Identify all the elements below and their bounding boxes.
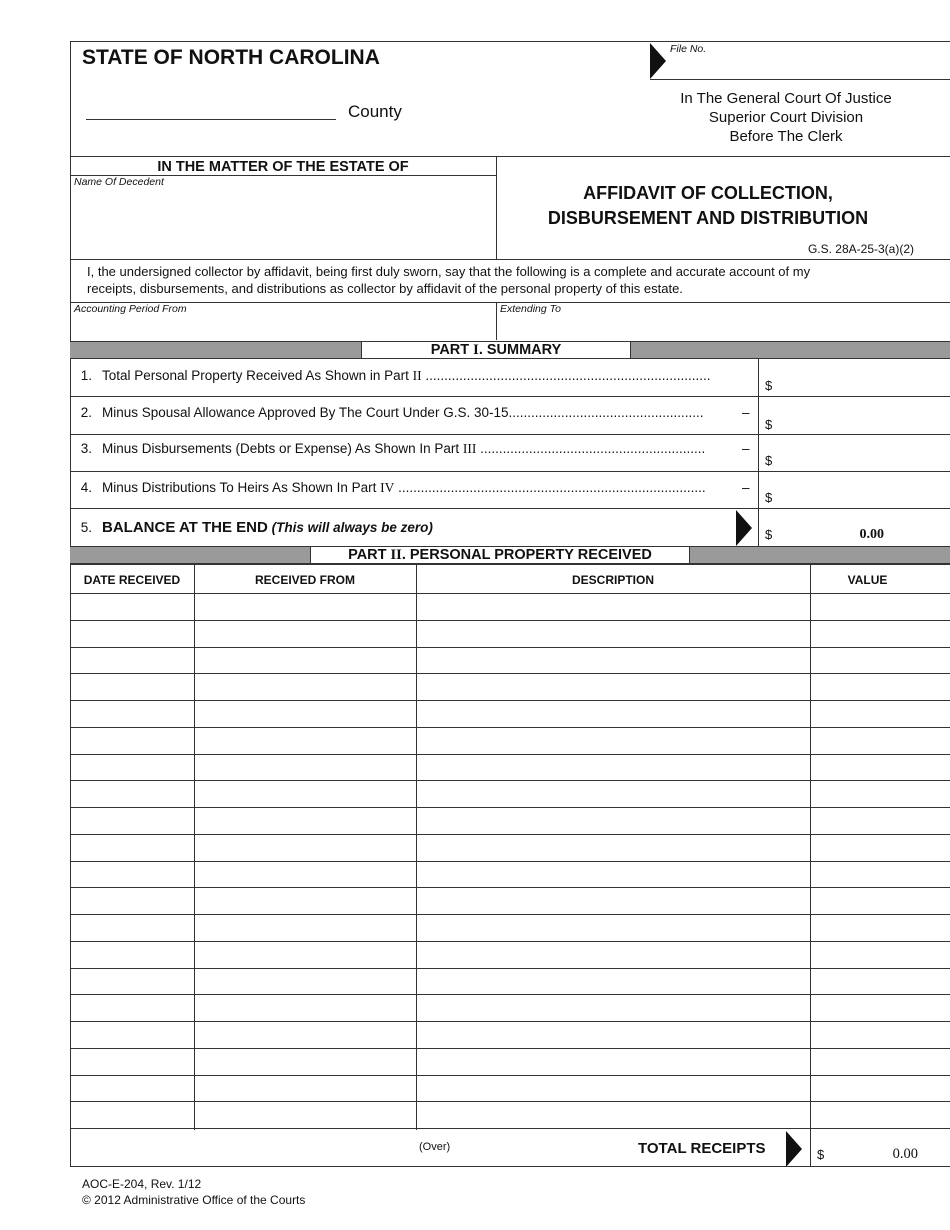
part1-title-post: . SUMMARY: [478, 342, 562, 358]
summary-row-2-dollar: $: [765, 417, 773, 432]
cell-received-from[interactable]: [195, 942, 416, 967]
summary-row-3-roman: III: [462, 441, 477, 456]
file-no-field[interactable]: [668, 56, 950, 78]
over-label: (Over): [419, 1141, 451, 1153]
cell-description[interactable]: [417, 888, 810, 913]
oath-line-2: receipts, disbursements, and distributions as collector by affidavit of the personal property of this estate.: [87, 281, 683, 296]
cell-date-received[interactable]: [71, 808, 194, 833]
summary-balance-row: [70, 519, 433, 536]
footer: [82, 1176, 305, 1208]
summary-row-4-text: Minus Distributions To Heirs As Shown In Part: [102, 480, 381, 495]
top-border: [70, 41, 950, 42]
summary-row-3-dots: ............................................................: [476, 441, 706, 456]
cell-received-from[interactable]: [195, 808, 416, 833]
court-line-1: In The General Court Of Justice: [680, 90, 892, 107]
summary-row-1: [70, 368, 710, 384]
summary-row-2: [70, 405, 704, 420]
summary-row-3: [70, 441, 705, 457]
cell-description[interactable]: [417, 942, 810, 967]
summary-balance-dollar: $: [765, 527, 773, 542]
cell-value[interactable]: [811, 835, 946, 860]
cell-received-from[interactable]: [195, 969, 416, 994]
cell-value[interactable]: [811, 888, 946, 913]
cell-received-from[interactable]: [195, 995, 416, 1020]
cell-received-from[interactable]: [195, 621, 416, 646]
cell-date-received[interactable]: [71, 888, 194, 913]
cell-value[interactable]: [811, 781, 946, 806]
cell-date-received[interactable]: [71, 648, 194, 673]
cell-value[interactable]: [811, 995, 946, 1020]
summary-row-4-amount[interactable]: [780, 484, 946, 506]
estate-top-border: [70, 156, 950, 157]
cell-value[interactable]: [811, 1076, 946, 1101]
cell-received-from[interactable]: [195, 701, 416, 726]
cell-date-received[interactable]: [71, 1076, 194, 1101]
cell-description[interactable]: [417, 1049, 810, 1074]
cell-date-received[interactable]: [71, 621, 194, 646]
cell-received-from[interactable]: [195, 1049, 416, 1074]
cell-description[interactable]: [417, 1022, 810, 1047]
summary-row-2-dots: ....................................................: [508, 405, 704, 420]
summary-row-4-minus: –: [742, 480, 750, 495]
cell-value[interactable]: [811, 808, 946, 833]
summary-balance-num: 5.: [80, 520, 92, 535]
table-row-line: [70, 1128, 950, 1129]
part2-title: [310, 546, 690, 564]
summary-row-4-dollar: $: [765, 490, 773, 505]
summary-row-4-roman: IV: [380, 480, 395, 495]
cell-value[interactable]: [811, 594, 946, 619]
decedent-name-field[interactable]: [74, 192, 492, 254]
state-title: STATE OF NORTH CAROLINA: [82, 46, 380, 69]
summary-balance-label: BALANCE AT THE END: [102, 519, 268, 536]
cell-date-received[interactable]: [71, 1102, 194, 1127]
col-divider-1: [194, 564, 195, 1130]
total-receipts-dollar: $: [817, 1147, 825, 1162]
part1-title: [361, 341, 631, 359]
cell-date-received[interactable]: [71, 781, 194, 806]
summary-row-4-num: 4.: [80, 480, 92, 495]
total-bottom-border: [70, 1166, 950, 1167]
summary-row-3-minus: –: [742, 441, 750, 456]
part2-title-pre: PART: [348, 547, 391, 563]
cell-description[interactable]: [417, 915, 810, 940]
cell-value[interactable]: [811, 674, 946, 699]
cell-date-received[interactable]: [71, 915, 194, 940]
period-from-label: Accounting Period From: [74, 303, 187, 315]
cell-description[interactable]: [417, 1102, 810, 1127]
part2-title-post: . PERSONAL PROPERTY RECEIVED: [401, 547, 652, 563]
cell-received-from[interactable]: [195, 728, 416, 753]
total-receipts-label: TOTAL RECEIPTS: [638, 1140, 766, 1157]
summary-row-2-minus: –: [742, 405, 750, 420]
table-header-top: [70, 564, 950, 565]
total-arrow-icon: [786, 1131, 802, 1167]
oath-line-1: I, the undersigned collector by affidavit, being first duly sworn, say that the following is a complete and accurate account of my: [87, 264, 811, 279]
court-line-3: Before The Clerk: [729, 128, 843, 145]
file-no-label: File No.: [670, 43, 707, 55]
cell-date-received[interactable]: [71, 1049, 194, 1074]
cell-value[interactable]: [811, 1102, 946, 1127]
matter-title: IN THE MATTER OF THE ESTATE OF: [157, 159, 409, 175]
cell-value[interactable]: [811, 942, 946, 967]
part1-title-pre: PART: [430, 342, 474, 358]
period-to-field[interactable]: [500, 318, 946, 338]
form-title: [496, 181, 920, 231]
file-no-arrow-icon: [650, 43, 666, 79]
cell-received-from[interactable]: [195, 1022, 416, 1047]
summary-row-3-text: Minus Disbursements (Debts or Expense) As Shown In Part: [102, 441, 463, 456]
file-no-underline: [650, 79, 950, 80]
col-header-received-from: RECEIVED FROM: [254, 573, 355, 587]
col-header-description: DESCRIPTION: [571, 573, 654, 587]
summary-row-4: [70, 480, 706, 496]
summary-row-1-num: 1.: [80, 368, 92, 383]
period-to-label: Extending To: [500, 303, 561, 315]
summary-divider-4: [70, 508, 950, 509]
cell-value[interactable]: [811, 648, 946, 673]
cell-description[interactable]: [417, 995, 810, 1020]
oath-statement: [87, 263, 810, 297]
cell-date-received[interactable]: [71, 835, 194, 860]
cell-date-received[interactable]: [71, 594, 194, 619]
summary-row-3-dollar: $: [765, 453, 773, 468]
cell-received-from[interactable]: [195, 755, 416, 780]
col-header-date-received: DATE RECEIVED: [83, 573, 181, 587]
summary-row-1-roman: II: [412, 368, 422, 383]
cell-received-from[interactable]: [195, 835, 416, 860]
cell-received-from[interactable]: [195, 781, 416, 806]
form-id: AOC-E-204, Rev. 1/12: [82, 1177, 202, 1191]
summary-row-3-amount[interactable]: [780, 446, 946, 468]
summary-row-4-dots: ..................................................................................: [394, 480, 706, 495]
summary-divider-2: [70, 434, 950, 435]
cell-date-received[interactable]: [71, 674, 194, 699]
form-title-line-2: DISBURSEMENT AND DISTRIBUTION: [547, 208, 869, 228]
form-title-line-1: AFFIDAVIT OF COLLECTION,: [583, 183, 833, 203]
cell-date-received[interactable]: [71, 701, 194, 726]
part2-title-roman: II: [390, 547, 402, 563]
statute-ref: G.S. 28A-25-3(a)(2): [807, 242, 914, 256]
summary-divider-3: [70, 471, 950, 472]
cell-description[interactable]: [417, 594, 810, 619]
cell-value[interactable]: [811, 755, 946, 780]
cell-description[interactable]: [417, 648, 810, 673]
cell-received-from[interactable]: [195, 1076, 416, 1101]
county-label: County: [348, 102, 402, 121]
cell-description[interactable]: [417, 862, 810, 887]
col-divider-3: [810, 564, 811, 1166]
summary-row-2-text: Minus Spousal Allowance Approved By The Court Under G.S. 30-15: [102, 405, 509, 420]
cell-description[interactable]: [417, 621, 810, 646]
cell-value[interactable]: [811, 728, 946, 753]
cell-value[interactable]: [811, 969, 946, 994]
cell-description[interactable]: [417, 969, 810, 994]
cell-value[interactable]: [811, 862, 946, 887]
cell-value[interactable]: [811, 701, 946, 726]
court-line-2: Superior Court Division: [708, 109, 864, 126]
cell-value[interactable]: [811, 915, 946, 940]
cell-date-received[interactable]: [71, 862, 194, 887]
cell-description[interactable]: [417, 755, 810, 780]
summary-divider-1: [70, 396, 950, 397]
summary-row-1-dots: ............................................................................: [421, 368, 711, 383]
cell-description[interactable]: [417, 781, 810, 806]
court-info: [640, 89, 932, 146]
summary-balance-note: (This will always be zero): [271, 520, 433, 535]
part1-title-roman: I: [473, 342, 479, 358]
cell-date-received[interactable]: [71, 969, 194, 994]
cell-received-from[interactable]: [195, 594, 416, 619]
cell-description[interactable]: [417, 1076, 810, 1101]
cell-received-from[interactable]: [195, 674, 416, 699]
period-divider: [496, 302, 497, 340]
cell-value[interactable]: [811, 1049, 946, 1074]
cell-value[interactable]: [811, 621, 946, 646]
cell-description[interactable]: [417, 701, 810, 726]
col-divider-2: [416, 564, 417, 1130]
cell-date-received[interactable]: [71, 942, 194, 967]
cell-date-received[interactable]: [71, 755, 194, 780]
period-from-field[interactable]: [74, 318, 492, 338]
cell-date-received[interactable]: [71, 1022, 194, 1047]
summary-amount-divider: [758, 359, 759, 546]
summary-row-3-num: 3.: [80, 441, 92, 456]
cell-description[interactable]: [417, 674, 810, 699]
decedent-label: Name Of Decedent: [74, 176, 164, 188]
summary-row-1-amount[interactable]: [780, 372, 946, 394]
copyright: © 2012 Administrative Office of the Courts: [82, 1193, 306, 1207]
cell-received-from[interactable]: [195, 862, 416, 887]
cell-description[interactable]: [417, 808, 810, 833]
cell-received-from[interactable]: [195, 888, 416, 913]
cell-description[interactable]: [417, 728, 810, 753]
county-field[interactable]: [86, 98, 336, 118]
cell-date-received[interactable]: [71, 728, 194, 753]
summary-row-1-text: Total Personal Property Received As Shown in Part: [102, 368, 413, 383]
col-header-value: VALUE: [847, 573, 888, 587]
cell-received-from[interactable]: [195, 648, 416, 673]
cell-date-received[interactable]: [71, 995, 194, 1020]
summary-row-1-dollar: $: [765, 378, 773, 393]
total-receipts-amount: 0.00: [892, 1146, 918, 1162]
cell-received-from[interactable]: [195, 915, 416, 940]
cell-description[interactable]: [417, 835, 810, 860]
summary-row-2-num: 2.: [80, 405, 92, 420]
balance-arrow-icon: [736, 510, 752, 546]
cell-value[interactable]: [811, 1022, 946, 1047]
summary-balance-amount: 0.00: [859, 527, 884, 542]
county-underline: [86, 119, 336, 120]
summary-row-2-amount[interactable]: [780, 410, 946, 432]
cell-received-from[interactable]: [195, 1102, 416, 1127]
oath-top-border: [70, 259, 950, 260]
